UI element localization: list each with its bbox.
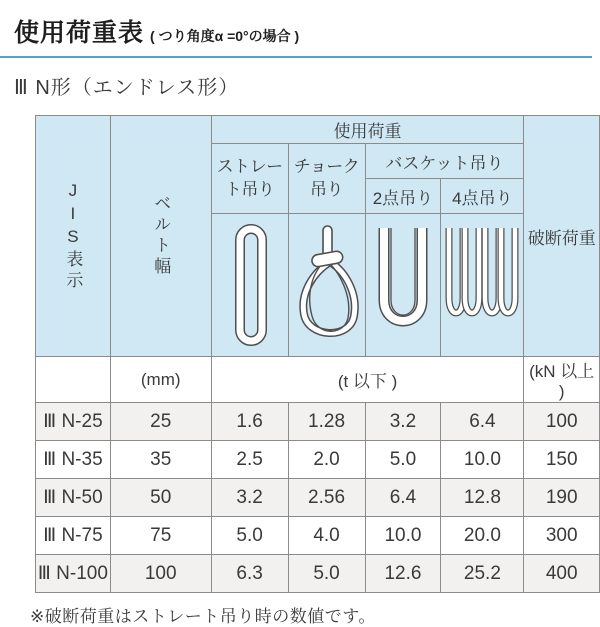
row-choke-load: 5.0: [288, 555, 365, 593]
unit-tons: (t 以下 ): [211, 357, 524, 403]
row-breaking-load: 400: [524, 555, 600, 593]
table-row: [36, 479, 600, 517]
row-breaking-load: 100: [524, 403, 600, 441]
row-basket4-load: 10.0: [441, 441, 524, 479]
row-jis: Ⅲ N-35: [36, 441, 111, 479]
row-basket2-load: 10.0: [365, 517, 441, 555]
row-basket2-load: 12.6: [365, 555, 441, 593]
table-row: [36, 517, 600, 555]
unit-mm: (mm): [110, 357, 211, 403]
basket-4point-sling-icon: [441, 214, 524, 357]
header-belt-width: ベルト幅: [110, 116, 211, 357]
header-4point-hitch: 4点吊り: [441, 179, 524, 214]
header-breaking-load: 破断荷重: [524, 116, 600, 357]
row-basket2-load: 3.2: [365, 403, 441, 441]
load-capacity-table: [35, 115, 600, 593]
basket-2point-sling-icon: [365, 214, 441, 357]
row-basket4-load: 20.0: [441, 517, 524, 555]
straight-sling-icon: [211, 214, 288, 357]
row-breaking-load: 300: [524, 517, 600, 555]
row-jis: Ⅲ N-25: [36, 403, 111, 441]
row-belt-width: 75: [110, 517, 211, 555]
row-belt-width: 50: [110, 479, 211, 517]
row-straight-load: 5.0: [211, 517, 288, 555]
accent-divider: [0, 56, 592, 58]
row-belt-width: 25: [110, 403, 211, 441]
unit-kn: (kN 以上 ): [524, 357, 600, 403]
row-basket2-load: 5.0: [365, 441, 441, 479]
unit-empty: [36, 357, 111, 403]
table-row: [36, 441, 600, 479]
row-straight-load: 1.6: [211, 403, 288, 441]
row-basket2-load: 6.4: [365, 479, 441, 517]
row-straight-load: 2.5: [211, 441, 288, 479]
row-straight-load: 3.2: [211, 479, 288, 517]
page-header: [0, 0, 600, 49]
row-jis: Ⅲ N-50: [36, 479, 111, 517]
page-title-note: ( つり角度α =0°の場合 ): [150, 28, 300, 44]
choke-sling-icon: [288, 214, 365, 357]
row-breaking-load: 150: [524, 441, 600, 479]
row-choke-load: 2.0: [288, 441, 365, 479]
section-subtitle: Ⅲ N形（エンドレス形）: [14, 77, 240, 99]
row-choke-load: 4.0: [288, 517, 365, 555]
row-choke-load: 1.28: [288, 403, 365, 441]
header-choke-hitch: チョーク吊り: [288, 144, 365, 214]
row-jis: Ⅲ N-75: [36, 517, 111, 555]
header-basket-hitch: バスケット吊り: [365, 144, 524, 179]
row-choke-load: 2.56: [288, 479, 365, 517]
table-row: [36, 555, 600, 593]
row-basket4-load: 25.2: [441, 555, 524, 593]
row-basket4-load: 12.8: [441, 479, 524, 517]
row-breaking-load: 190: [524, 479, 600, 517]
header-usage-load: 使用荷重: [211, 116, 524, 144]
row-basket4-load: 6.4: [441, 403, 524, 441]
row-jis: Ⅲ N-100: [36, 555, 111, 593]
table-row: [36, 403, 600, 441]
page-title: 使用荷重表: [14, 19, 145, 47]
header-2point-hitch: 2点吊り: [365, 179, 441, 214]
row-belt-width: 100: [110, 555, 211, 593]
row-straight-load: 6.3: [211, 555, 288, 593]
header-straight-hitch: ストレート吊り: [211, 144, 288, 214]
header-jis: JIS表示: [36, 116, 111, 357]
row-belt-width: 35: [110, 441, 211, 479]
footnote: ※破断荷重はストレート吊り時の数値です。: [30, 607, 376, 626]
